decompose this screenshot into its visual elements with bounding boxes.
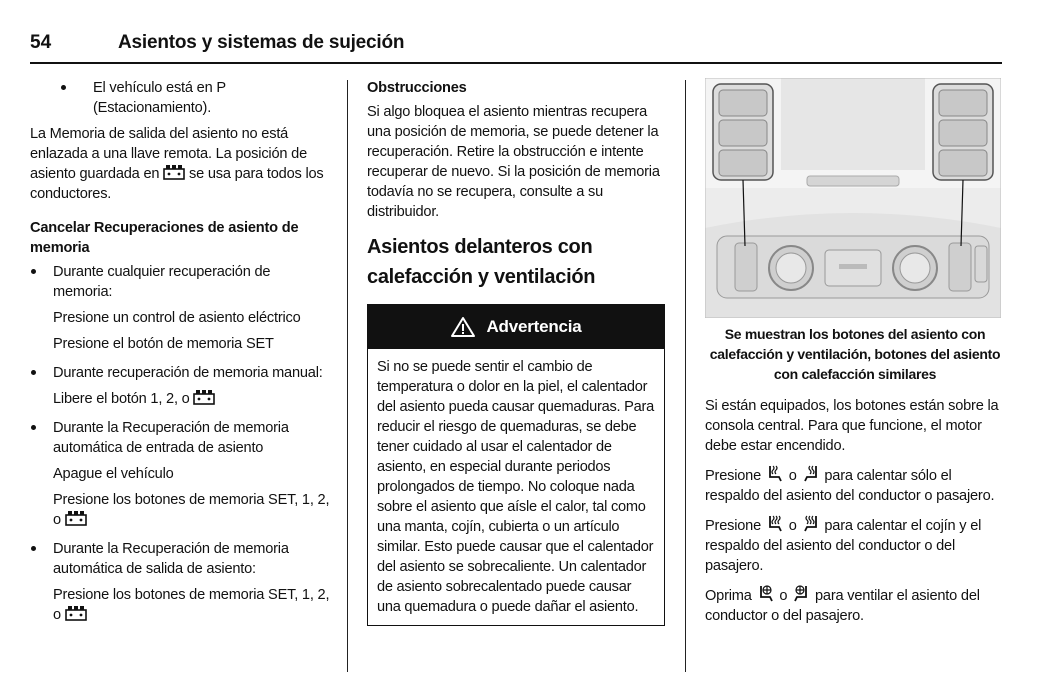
page-number: 54 (30, 32, 52, 53)
bullet-icon (31, 370, 36, 375)
section-heading: Cancelar Recuperaciones de asiento de memoria (30, 220, 299, 256)
list-item (30, 363, 332, 383)
heated-seat-icon (765, 514, 785, 532)
memory-button-icon (65, 511, 87, 526)
bullet-icon (61, 85, 66, 90)
column-divider (685, 80, 686, 672)
column-right (705, 78, 1005, 634)
paragraph-backrest (705, 464, 1005, 506)
sub-item (30, 389, 332, 409)
ventilated-seat-icon (791, 584, 811, 602)
section-heading: Obstrucciones (367, 80, 467, 96)
bullet-icon (31, 546, 36, 551)
heated-backrest-icon (765, 464, 785, 482)
memory-button-icon (193, 390, 215, 405)
sub-item (30, 585, 332, 625)
warning-header (368, 305, 664, 349)
list-item-text: El vehículo está en P (Estacionamiento). (93, 80, 226, 116)
paragraph-text: La Memoria de salida del asiento no está enlazada a una llave remota. La posición de asiento guardada en (30, 126, 307, 182)
list-item-text: Durante cualquier recuperación de memoria: (53, 264, 271, 300)
ventilated-seat-icon (756, 584, 776, 602)
sub-item: Presione un control de asiento eléctrico (53, 310, 301, 326)
warning-triangle-icon (450, 316, 476, 338)
sub-item-text: o (53, 607, 61, 623)
warning-text: Si no se puede sentir el cambio de temperatura o dolor en la piel, el calentador del asiento pueda causar quemaduras. Para reducir el riesgo de quemaduras, se debe tener cuidado al usar el calentador de asiento, en especial durante periodos prolongados de tiempo. No coloque nada sobre el asiento que aísle el calor, tal como una manta, cojín, cubierta o un artículo similar. Esto puede causar que el calentador del asiento se sobrecaliente. Un calentador de asiento sobrecalentado puede causar una quemadura o puede dañar el asiento. (377, 359, 654, 615)
memory-button-icon (65, 606, 87, 621)
list-item (30, 539, 332, 579)
paragraph-text: Oprima (705, 588, 752, 604)
paragraph-memory (30, 124, 332, 204)
sub-item-text: o (53, 512, 61, 528)
page-title: Asientos y sistemas de sujeción (118, 32, 405, 53)
sub-item-text: Libere el botón 1, 2, o (53, 391, 190, 407)
paragraph-text: se usa para todos los conductores. (30, 166, 324, 202)
paragraph-text: para calentar sólo el respaldo del asiento del conductor o pasajero. (705, 468, 995, 504)
sub-item-text: Presione los botones de memoria SET, 1, 2, (53, 492, 330, 508)
paragraph-buttons: Si están equipados, los botones están sobre la consola central. Para que funcione, el motor debe estar encendido. (705, 398, 999, 454)
paragraph-text: para ventilar el asiento del conductor o del pasajero. (705, 588, 980, 624)
column-middle (367, 78, 665, 626)
paragraph-text: para calentar el cojín y el respaldo del asiento del conductor o del pasajero. (705, 518, 982, 574)
paragraph-ventilation (705, 584, 1005, 626)
paragraph-text: o (788, 518, 797, 534)
list-item (30, 78, 332, 118)
console-photo (705, 78, 1001, 318)
list-item-text: Durante recuperación de memoria manual: (53, 365, 323, 381)
list-item (30, 262, 332, 302)
list-item-text: Durante la Recuperación de memoria automática de salida de asiento: (53, 541, 289, 577)
page-header (30, 28, 1002, 64)
column-divider (347, 80, 348, 672)
paragraph-cushion (705, 514, 1005, 576)
list-item-text: Durante la Recuperación de memoria automática de entrada de asiento (53, 420, 289, 456)
warning-box (367, 304, 665, 626)
paragraph-text: o (779, 588, 788, 604)
bullet-icon (31, 425, 36, 430)
sub-item (30, 490, 332, 530)
paragraph-obstructions: Si algo bloquea el asiento mientras recupera una posición de memoria, se puede detener la recuperación. Retire la obstrucción e intente recuperar de nuevo. Si la posición de memoria todavía no se recupera, consulte a su distribuidor. (367, 104, 660, 220)
sub-item-text: Presione los botones de memoria SET, 1, 2, (53, 587, 330, 603)
bullet-icon (31, 269, 36, 274)
paragraph-text: Presione (705, 518, 761, 534)
paragraph-text: Presione (705, 468, 761, 484)
section-title: Asientos delanteros con calefacción y ventilación (367, 236, 596, 288)
warning-label: Advertencia (486, 317, 582, 336)
paragraph-text: o (788, 468, 797, 484)
heated-backrest-icon (801, 464, 821, 482)
sub-item: Presione el botón de memoria SET (53, 336, 274, 352)
sub-item: Apague el vehículo (53, 466, 174, 482)
list-item (30, 418, 332, 458)
image-caption: Se muestran los botones del asiento con calefacción y ventilación, botones del asiento con calefacción similares (709, 326, 1001, 382)
heated-seat-icon (801, 514, 821, 532)
column-left (30, 78, 332, 631)
memory-button-icon (163, 165, 185, 180)
